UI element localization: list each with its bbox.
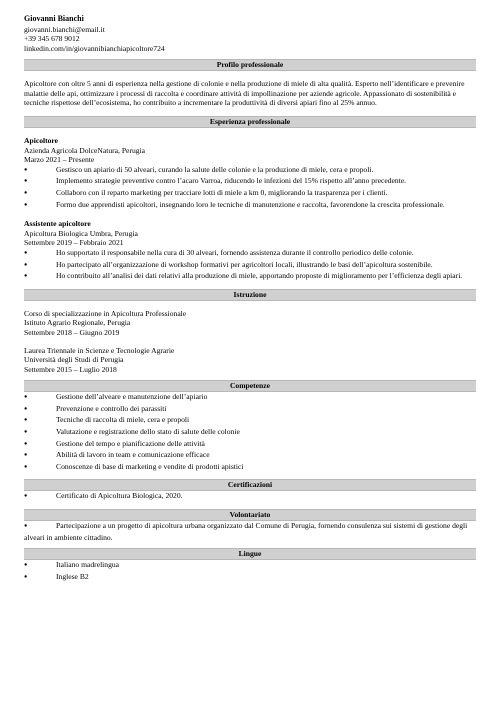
certification-text: Certificato di Apicoltura Biologica, 2020. [56, 491, 183, 501]
job-entry [24, 219, 476, 283]
skill-text: Gestione del tempo e pianificazione delle attività [56, 438, 205, 448]
list-item [24, 415, 476, 427]
list-item [24, 572, 476, 584]
education-entry [24, 346, 476, 375]
job-company: Azienda Agricola DolceNatura, Perugia [24, 145, 146, 155]
section-experience-title: Esperienza professionale [24, 116, 476, 128]
bullet-text: Formo due apprendisti apicoltori, insegnando loro le tecniche di manutenzione e raccolta, favorendone la crescita professionale. [56, 199, 445, 209]
candidate-name: Giovanni Bianchi [24, 14, 84, 23]
job-dates: Marzo 2021 – Presente [24, 155, 95, 165]
job-dates: Settembre 2019 – Febbraio 2021 [24, 238, 124, 248]
education-course: Corso di specializzazione in Apicoltura Professionale [24, 308, 187, 318]
education-entry [24, 309, 476, 338]
bullet-icon [24, 439, 56, 451]
bullet-icon [24, 200, 56, 212]
education-school: Istituto Agrario Regionale, Perugia [24, 318, 131, 328]
bullet-icon [24, 521, 56, 533]
section-skills-title: Competenze [24, 380, 476, 392]
list-item [24, 491, 476, 503]
section-certifications-title: Certificazioni [24, 479, 476, 491]
skill-text: Conoscenze di base di marketing e vendite di prodotti apistici [56, 461, 244, 471]
bullet-icon [24, 404, 56, 416]
bullet-icon [24, 427, 56, 439]
list-item [24, 392, 476, 404]
skills-list [24, 392, 476, 473]
bullet-icon [24, 260, 56, 272]
skill-text: Abilità di lavoro in team e comunicazione efficace [56, 450, 210, 460]
bullet-icon [24, 560, 56, 572]
bullet-text: Ho supportato il responsabile nella cura di 30 alveari, fornendo assistenza durante il controllo periodico delle colonie. [56, 247, 414, 257]
bullet-text: Implemento strategie preventive contro l’acaro Varroa, riducendo le infezioni del 15% rispetto all’anno precedente. [56, 176, 407, 186]
certifications-list [24, 491, 476, 503]
list-item [24, 188, 476, 200]
volunteer-list [24, 521, 476, 542]
language-text: Italiano madrelingua [56, 560, 120, 570]
email: giovanni.bianchi@email.it [24, 25, 105, 34]
list-item [24, 165, 476, 177]
education-dates: Settembre 2018 – Giugno 2019 [24, 327, 120, 337]
contact-block [24, 25, 476, 53]
job-title: Assistente apicoltore [24, 219, 91, 229]
bullet-icon [24, 415, 56, 427]
phone: +39 345 678 9012 [24, 34, 80, 44]
list-item [24, 260, 476, 272]
skill-text: Prevenzione e controllo dei parassiti [56, 403, 167, 413]
bullet-icon [24, 491, 56, 503]
education-dates: Settembre 2015 – Luglio 2018 [24, 364, 117, 374]
bullet-text: Gestisco un apiario di 50 alveari, curando la salute delle colonie e la produzione di miele, cera e propoli. [56, 164, 374, 174]
section-profile-title: Profilo professionale [24, 59, 476, 71]
education-school: Università degli Studi di Perugia [24, 355, 124, 365]
list-item [24, 521, 476, 542]
bullet-text: Ho partecipato all’organizzazione di workshop formativi per agricoltori locali, illustrando le basi dell’apicoltura sostenibile. [56, 259, 433, 269]
job-company: Apicoltura Biologica Umbra, Perugia [24, 228, 138, 238]
resume-content [24, 14, 476, 583]
list-item [24, 560, 476, 572]
list-item [24, 462, 476, 474]
skill-text: Gestione dell’alveare e manutenzione dell’apiario [56, 392, 208, 402]
skill-text: Valutazione e registrazione dello stato di salute delle colonie [56, 427, 240, 437]
bullet-icon [24, 462, 56, 474]
bullet-icon [24, 188, 56, 200]
bullet-text: Collaboro con il reparto marketing per tracciare lotti di miele a km 0, migliorando la trasparenza per i clienti. [56, 187, 388, 197]
bullet-icon [24, 271, 56, 283]
education-course: Laurea Triennale in Scienze e Tecnologie Agrarie [24, 345, 175, 355]
list-item [24, 176, 476, 188]
language-text: Inglese B2 [56, 571, 89, 581]
list-item [24, 427, 476, 439]
section-education-title: Istruzione [24, 289, 476, 301]
list-item [24, 248, 476, 260]
bullet-icon [24, 165, 56, 177]
list-item [24, 439, 476, 451]
job-bullets [24, 248, 476, 283]
section-volunteer-title: Volontariato [24, 509, 476, 521]
list-item [24, 200, 476, 212]
bullet-icon [24, 392, 56, 404]
volunteer-text: Partecipazione a un progetto di apicoltura urbana organizzato dal Comune di Perugia, fornendo consulenza sui sistemi di gestione degli alveari in ambiente cittadino. [24, 521, 468, 542]
list-item [24, 450, 476, 462]
job-entry [24, 136, 476, 211]
bullet-icon [24, 450, 56, 462]
profile-text: Apicoltore con oltre 5 anni di esperienza nella gestione di colonie e nella produzione di miele di alta qualità. Esperto nell’identificare e prevenire malattie delle api, ottimizzare i processi di raccolta e coordinare attività di impollinazione per aziende agricole. Appassionato di sostenibilità e tecniche rispettose dell’ecosistema, ho contribuito a incrementare la produttività di diversi apiari fino al 25% annuo. [24, 79, 465, 108]
job-bullets [24, 165, 476, 211]
bullet-icon [24, 572, 56, 584]
job-title: Apicoltore [24, 136, 59, 145]
bullet-icon [24, 248, 56, 260]
list-item [24, 271, 476, 283]
section-languages-title: Lingue [24, 548, 476, 560]
bullet-text: Ho contribuito all’analisi dei dati relativi alla produzione di miele, apportando proposte di miglioramento per l’efficienza degli apiari. [56, 271, 463, 281]
list-item [24, 404, 476, 416]
languages-list [24, 560, 476, 583]
skill-text: Tecniche di raccolta di miele, cera e propoli [56, 415, 190, 425]
bullet-icon [24, 176, 56, 188]
linkedin: linkedin.com/in/giovannibianchiapicoltore724 [24, 43, 165, 53]
